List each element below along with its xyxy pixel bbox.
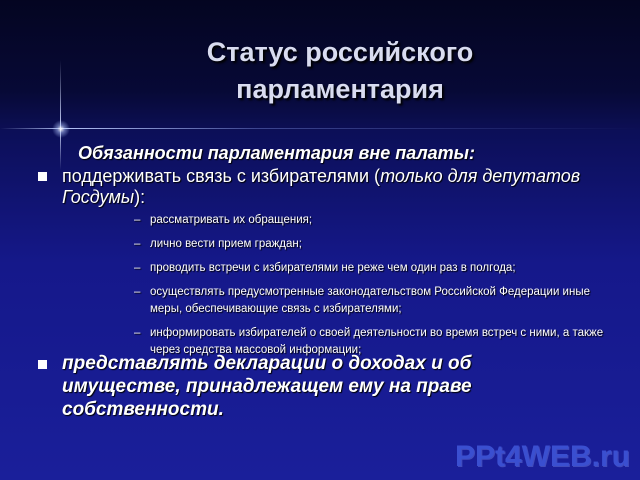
slide-title: Статус российского парламентария bbox=[206, 37, 474, 104]
slide-subtitle: Обязанности парламентария вне палаты: bbox=[78, 143, 476, 163]
sub-list-item bbox=[134, 260, 624, 277]
dash-bullet-icon: – bbox=[134, 262, 141, 274]
bullet-item-2-text: представлять декларации о доходах и об имуществе, принадлежащем ему на праве собственности. bbox=[62, 353, 472, 420]
square-bullet-icon bbox=[38, 172, 47, 181]
bullet-item-1-text bbox=[62, 166, 618, 208]
watermark-logo: PPt4WEB.ru bbox=[454, 440, 630, 473]
bullet-item-1-text-italic: только для депутатов Госдумы bbox=[62, 166, 581, 207]
sparkle-icon bbox=[52, 120, 70, 138]
bullet-item-1 bbox=[38, 166, 618, 208]
bullet-item-2 bbox=[38, 352, 578, 421]
bullet-item-1-text-before: поддерживать связь с избирателями ( bbox=[62, 166, 381, 186]
sub-list-item-text: лично вести прием граждан; bbox=[150, 238, 302, 250]
sub-list-item-text: проводить встречи с избирателями не реже чем один раз в полгода; bbox=[150, 262, 516, 274]
dash-bullet-icon: – bbox=[134, 327, 141, 339]
dash-bullet-icon: – bbox=[134, 286, 141, 298]
bullet-item-1-text-after: ): bbox=[134, 187, 146, 207]
sub-list-item bbox=[134, 212, 624, 229]
decorative-horizontal-line bbox=[0, 128, 640, 129]
sub-list-item-text: информировать избирателей о своей деятельности во время встреч с ними, а также через средства массовой информации; bbox=[150, 327, 604, 356]
sub-list bbox=[134, 212, 624, 366]
dash-bullet-icon: – bbox=[134, 214, 141, 226]
dash-bullet-icon: – bbox=[134, 238, 141, 250]
sub-list-item bbox=[134, 284, 624, 318]
decorative-vertical-line bbox=[60, 60, 61, 170]
sub-list-item-text: рассматривать их обращения; bbox=[150, 214, 313, 226]
sub-list-item bbox=[134, 236, 624, 253]
square-bullet-icon bbox=[38, 360, 47, 369]
sub-list-item-text: осуществлять предусмотренные законодательством Российской Федерации иные меры, обеспечивающие связь с избирателями; bbox=[150, 286, 590, 315]
